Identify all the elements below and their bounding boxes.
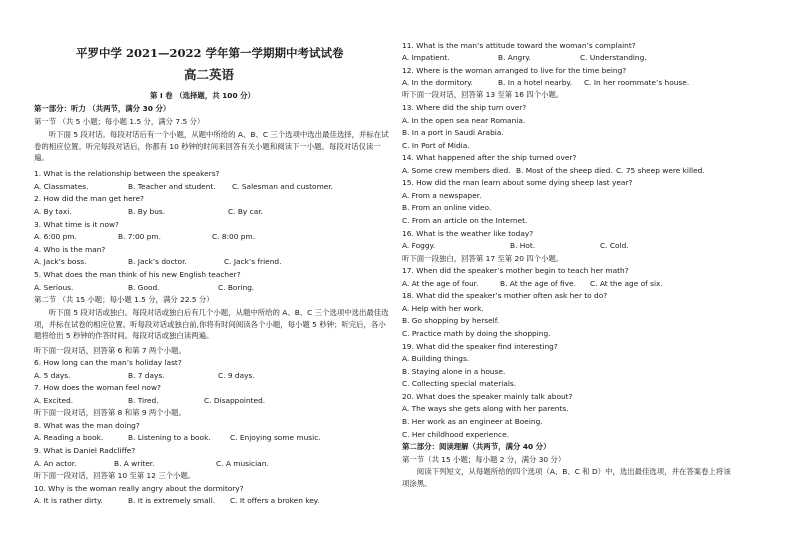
option-2b[interactable]: B. By bus. xyxy=(128,207,166,216)
question-12: 12. Where is the woman arranged to live for the time being? xyxy=(402,66,627,75)
question-1: 1. What is the relationship between the speakers? xyxy=(34,169,220,178)
option-11a[interactable]: A. Impatient. xyxy=(402,53,450,62)
question-9: 9. What is Daniel Radcliffe? xyxy=(34,446,136,455)
question-10: 10. Why is the woman really angry about the dormitory? xyxy=(34,484,244,493)
part2-heading: 第二部分：阅读理解（共两节，满分 40 分） xyxy=(402,442,551,451)
option-14b[interactable]: B. Most of the sheep died. xyxy=(516,166,613,175)
option-6a[interactable]: A. 5 days. xyxy=(34,371,71,380)
question-14: 14. What happened after the ship turned over? xyxy=(402,153,577,162)
option-7a[interactable]: A. Excited. xyxy=(34,396,74,405)
option-18c[interactable]: C. Practice math by doing the shopping. xyxy=(402,329,551,338)
option-18a[interactable]: A. Help with her work. xyxy=(402,304,484,313)
option-11c[interactable]: C. Understanding. xyxy=(580,53,647,62)
option-8a[interactable]: A. Reading a book. xyxy=(34,433,104,442)
option-11b[interactable]: B. Angry. xyxy=(498,53,531,62)
option-17a[interactable]: A. At the age of four. xyxy=(402,279,479,288)
instruction-8-9: 听下面一段对话，回答第 8 和第 9 两个小题。 xyxy=(34,408,186,417)
exam-title: 平罗中学 2021—2022 学年第一学期期中考试试卷 xyxy=(76,46,344,60)
option-9b[interactable]: B. A writer. xyxy=(114,459,155,468)
option-8c[interactable]: C. Enjoying some music. xyxy=(230,433,321,442)
option-10b[interactable]: B. It is extremely small. xyxy=(128,496,216,505)
option-4a[interactable]: A. Jack’s boss. xyxy=(34,257,87,266)
option-4b[interactable]: B. Jack’s doctor. xyxy=(128,257,187,266)
option-8b[interactable]: B. Listening to a book. xyxy=(128,433,211,442)
option-1c[interactable]: C. Salesman and customer. xyxy=(232,182,334,191)
question-3: 3. What time is it now? xyxy=(34,220,119,229)
option-12a[interactable]: A. In the dormitory. xyxy=(402,78,473,87)
question-8: 8. What was the man doing? xyxy=(34,421,140,430)
section2-heading: 第二节 （共 15 小题；每小题 1.5 分，满分 22.5 分） xyxy=(34,295,214,304)
option-19c[interactable]: C. Collecting special materials. xyxy=(402,379,517,388)
option-7c[interactable]: C. Disappointed. xyxy=(204,396,266,405)
option-13b[interactable]: B. In a port in Saudi Arabia. xyxy=(402,128,504,137)
option-16b[interactable]: B. Hot. xyxy=(510,241,536,250)
option-14a[interactable]: A. Some crew members died. xyxy=(402,166,511,175)
question-6: 6. How long can the man’s holiday last? xyxy=(34,358,182,367)
option-17b[interactable]: B. At the age of five. xyxy=(500,279,576,288)
option-2a[interactable]: A. By taxi. xyxy=(34,207,72,216)
question-4: 4. Who is the man? xyxy=(34,245,106,254)
instruction-10-12: 听下面一段对话，回答第 10 至第 12 三个小题。 xyxy=(34,471,196,480)
question-7: 7. How does the woman feel now? xyxy=(34,383,161,392)
option-9c[interactable]: C. A musician. xyxy=(216,459,269,468)
option-5c[interactable]: C. Boring. xyxy=(218,283,255,292)
option-19a[interactable]: A. Building things. xyxy=(402,354,470,363)
option-16a[interactable]: A. Foggy. xyxy=(402,241,436,250)
option-5a[interactable]: A. Serious. xyxy=(34,283,74,292)
option-13c[interactable]: C. In Port of Midia. xyxy=(402,141,470,150)
option-5b[interactable]: B. Good. xyxy=(128,283,160,292)
option-4c[interactable]: C. Jack’s friend. xyxy=(224,257,282,266)
option-18b[interactable]: B. Go shopping by herself. xyxy=(402,316,500,325)
option-12b[interactable]: B. In a hotel nearby. xyxy=(498,78,573,87)
option-15b[interactable]: B. From an online video. xyxy=(402,203,492,212)
question-18: 18. What did the speaker’s mother often ask her to do? xyxy=(402,291,608,300)
section1-instructions: 听下面 5 段对话。每段对话后有一个小题，从题中所给的 A、B、C 三个选项中选出最佳选择，并标在试卷的相应位置。听完每段对话后，你都有 10 秒钟的时间来回答有关小题和阅读下一小题。每段对话仅读一遍。 xyxy=(34,130,389,162)
option-10c[interactable]: C. It offers a broken key. xyxy=(230,496,320,505)
section1-heading: 第一节 （共 5 小题；每小题 1.5 分，满分 7.5 分） xyxy=(34,117,205,126)
option-12c[interactable]: C. In her roommate’s house. xyxy=(584,78,690,87)
option-14c[interactable]: C. 75 sheep were killed. xyxy=(616,166,705,175)
part2-instructions: 阅读下列短文，从每题所给的四个选项（A、B、C 和 D）中，选出最佳选项，并在答案卷上将该项涂黑。 xyxy=(402,467,731,488)
question-11: 11. What is the man’s attitude toward the woman’s complaint? xyxy=(402,41,636,50)
option-1a[interactable]: A. Classmates. xyxy=(34,182,89,191)
option-15a[interactable]: A. From a newspaper. xyxy=(402,191,482,200)
question-20: 20. What does the speaker mainly talk about? xyxy=(402,392,573,401)
question-5: 5. What does the man think of his new English teacher? xyxy=(34,270,241,279)
question-2: 2. How did the man get here? xyxy=(34,194,144,203)
option-15c[interactable]: C. From an article on the Internet. xyxy=(402,216,528,225)
option-2c[interactable]: C. By car. xyxy=(228,207,263,216)
section2-instructions: 听下面 5 段对话或独白。每段对话或独白后有几个小题，从题中所给的 A、B、C 三个选项中选出最佳选项，并标在试卷的相应位置。听每段对话或独白前,你将有时间阅读各个小题，每小题 5 秒钟；听完后，各小题将给出 5 秒钟的作答时间。每段对话或独白读两遍。 xyxy=(34,308,389,340)
question-15: 15. How did the man learn about some dying sheep last year? xyxy=(402,178,633,187)
volume-heading: 第 I 卷 （选择题，共 100 分） xyxy=(150,91,255,100)
option-16c[interactable]: C. Cold. xyxy=(600,241,629,250)
part2-section1-heading: 第一节（共 15 小题；每小题 2 分，满分 30 分） xyxy=(402,455,566,464)
option-20b[interactable]: B. Her work as an engineer at Boeing. xyxy=(402,417,543,426)
option-20c[interactable]: C. Her childhood experience. xyxy=(402,430,509,439)
option-13a[interactable]: A. In the open sea near Romania. xyxy=(402,116,526,125)
option-7b[interactable]: B. Tired. xyxy=(128,396,159,405)
option-6c[interactable]: C. 9 days. xyxy=(218,371,255,380)
option-19b[interactable]: B. Staying alone in a house. xyxy=(402,367,506,376)
option-17c[interactable]: C. At the age of six. xyxy=(590,279,663,288)
option-1b[interactable]: B. Teacher and student. xyxy=(128,182,216,191)
option-3b[interactable]: B. 7:00 pm. xyxy=(118,232,161,241)
option-3a[interactable]: A. 6:00 pm. xyxy=(34,232,77,241)
question-19: 19. What did the speaker find interesting? xyxy=(402,342,558,351)
option-6b[interactable]: B. 7 days. xyxy=(128,371,165,380)
option-10a[interactable]: A. It is rather dirty. xyxy=(34,496,103,505)
question-13: 13. Where did the ship turn over? xyxy=(402,103,527,112)
instruction-13-16: 听下面一段对话，回答第 13 至第 16 四个小题。 xyxy=(402,90,564,99)
part1-heading: 第一部分：听力 （共两节，满分 30 分） xyxy=(34,104,171,113)
option-20a[interactable]: A. The ways she gets along with her parents. xyxy=(402,404,569,413)
question-16: 16. What is the weather like today? xyxy=(402,229,534,238)
option-9a[interactable]: A. An actor. xyxy=(34,459,77,468)
question-17: 17. When did the speaker’s mother begin to teach her math? xyxy=(402,266,629,275)
option-3c[interactable]: C. 8:00 pm. xyxy=(212,232,256,241)
exam-subtitle: 高二英语 xyxy=(184,67,235,82)
instruction-6-7: 听下面一段对话，回答第 6 和第 7 两个小题。 xyxy=(34,346,186,355)
instruction-17-20: 听下面一段独白，回答第 17 至第 20 四个小题。 xyxy=(402,254,564,263)
